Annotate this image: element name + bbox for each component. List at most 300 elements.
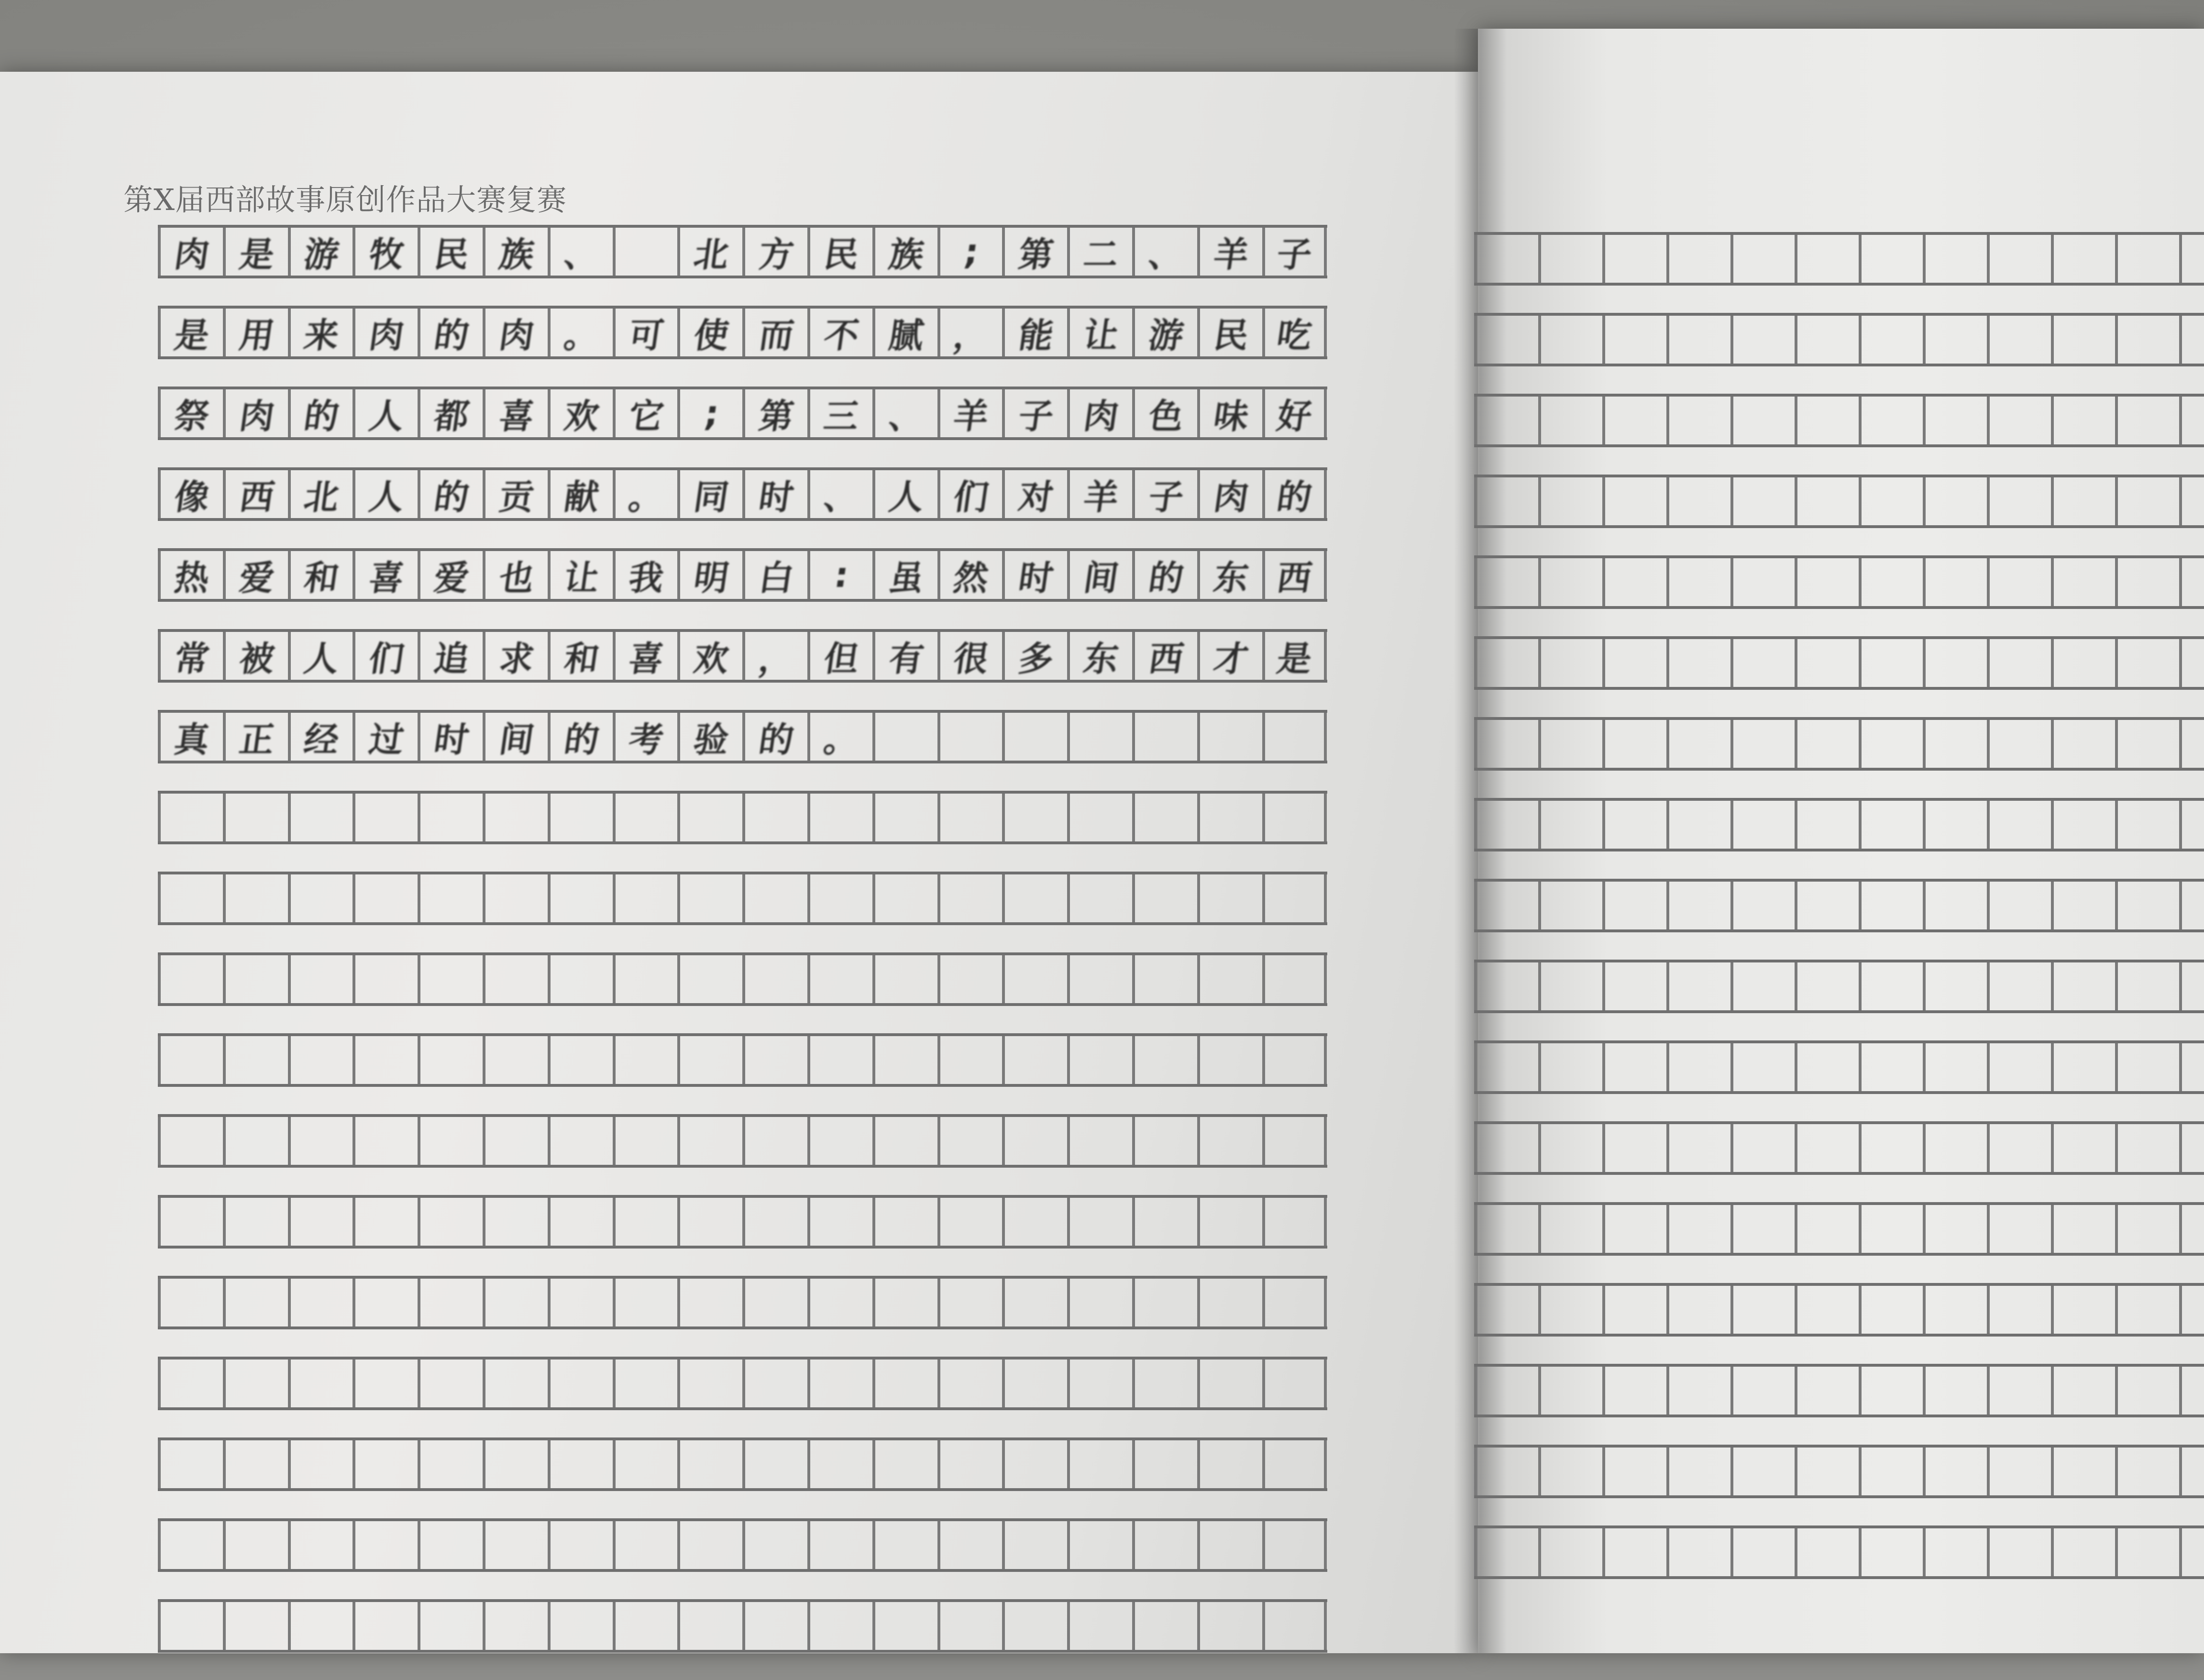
handwritten-char: 求 — [496, 639, 536, 679]
grid-cell — [418, 1359, 483, 1407]
grid-cell — [483, 551, 548, 599]
grid-cell — [1666, 720, 1730, 768]
handwritten-char: 的 — [756, 719, 796, 760]
grid-cell — [1859, 1528, 1923, 1576]
blank-row — [158, 791, 1327, 844]
grid-cell — [1197, 1279, 1262, 1326]
grid-cell — [288, 1440, 353, 1488]
handwritten-char: 时 — [1016, 558, 1056, 598]
handwritten-char: 明 — [691, 558, 731, 598]
grid-cell — [807, 1279, 872, 1326]
grid-cell — [1923, 801, 1987, 849]
grid-cell — [613, 1521, 678, 1569]
grid-cell — [548, 874, 613, 922]
grid-cell — [1262, 228, 1327, 276]
blank-row — [158, 1276, 1327, 1329]
grid-cell — [288, 1602, 353, 1650]
grid-cell — [548, 955, 613, 1003]
grid-cell — [1474, 1286, 1538, 1334]
handwritten-char: 游 — [1146, 315, 1185, 355]
grid-cell — [158, 955, 223, 1003]
blank-row — [1474, 879, 2204, 932]
grid-cell — [1067, 1359, 1132, 1407]
handwritten-char: ; — [702, 393, 721, 433]
grid-cell — [1538, 1367, 1602, 1415]
handwritten-char: 。 — [821, 719, 860, 760]
grid-cell — [158, 1521, 223, 1569]
page-header: 第X届西部故事原创作品大赛复赛 — [123, 182, 567, 217]
grid-cell — [2051, 235, 2115, 283]
grid-cell — [288, 389, 353, 437]
grid-cell — [1730, 962, 1795, 1010]
grid-cell — [1197, 874, 1262, 922]
grid-cell — [1859, 1043, 1923, 1091]
grid-cell — [1262, 955, 1327, 1003]
grid-cell — [2115, 882, 2179, 929]
handwritten-char: 民 — [431, 234, 471, 275]
handwritten-char: 人 — [366, 396, 406, 436]
grid-cell — [1002, 1279, 1067, 1326]
grid-cell — [807, 1440, 872, 1488]
grid-cell — [1474, 962, 1538, 1010]
grid-cell — [2115, 1528, 2179, 1576]
grid-cell — [1262, 1521, 1327, 1569]
grid-cell — [1197, 309, 1262, 356]
handwritten-char: 羊 — [1081, 477, 1121, 517]
grid-cell — [223, 389, 288, 437]
grid-cell — [1859, 962, 1923, 1010]
grid-cell — [1474, 397, 1538, 444]
grid-cell — [1666, 316, 1730, 364]
grid-cell — [548, 1036, 613, 1084]
handwritten-char: 欢 — [691, 639, 731, 679]
grid-cell — [1923, 1448, 1987, 1495]
grid-cell — [158, 874, 223, 922]
blank-row — [1474, 1283, 2204, 1337]
grid-cell — [1132, 1440, 1197, 1488]
grid-cell — [1602, 316, 1666, 364]
handwritten-char: 正 — [236, 719, 276, 760]
grid-cell — [288, 794, 353, 841]
grid-cell — [1002, 794, 1067, 841]
grid-cell — [483, 794, 548, 841]
grid-cell — [807, 470, 872, 518]
grid-cell — [1602, 397, 1666, 444]
handwritten-char: 可 — [626, 315, 666, 355]
grid-cell — [872, 1117, 937, 1165]
handwritten-char: 但 — [821, 639, 860, 679]
grid-cell — [353, 1521, 418, 1569]
grid-cell — [1987, 477, 2051, 525]
grid-cell — [1666, 558, 1730, 606]
grid-cell — [807, 794, 872, 841]
grid-cell — [548, 1117, 613, 1165]
handwritten-char: 常 — [172, 639, 211, 679]
grid-cell — [1474, 1528, 1538, 1576]
grid-cell — [158, 632, 223, 680]
grid-cell — [1987, 962, 2051, 1010]
grid-cell — [1538, 1043, 1602, 1091]
grid-cell — [1602, 1528, 1666, 1576]
grid-cell — [1538, 477, 1602, 525]
text-row — [158, 710, 1327, 763]
grid-cell — [1859, 316, 1923, 364]
grid-cell — [1132, 1279, 1197, 1326]
grid-cell — [613, 874, 678, 922]
grid-cell — [1602, 235, 1666, 283]
handwritten-char: 肉 — [1211, 477, 1250, 517]
grid-cell — [1602, 1205, 1666, 1253]
grid-cell — [1795, 1286, 1859, 1334]
grid-cell — [288, 1198, 353, 1246]
grid-cell — [2115, 558, 2179, 606]
grid-cell — [613, 1602, 678, 1650]
grid-cell — [353, 1036, 418, 1084]
grid-cell — [937, 1359, 1003, 1407]
grid-cell — [937, 1117, 1003, 1165]
grid-cell — [418, 228, 483, 276]
grid-cell — [1602, 962, 1666, 1010]
grid-cell — [158, 551, 223, 599]
grid-cell — [613, 1117, 678, 1165]
grid-cell — [807, 1521, 872, 1569]
blank-row — [158, 1033, 1327, 1087]
grid-cell — [1262, 551, 1327, 599]
grid-cell — [2115, 639, 2179, 687]
grid-cell — [677, 1198, 742, 1246]
grid-cell — [677, 713, 742, 761]
grid-cell — [1002, 955, 1067, 1003]
grid-cell — [158, 1279, 223, 1326]
grid-cell — [353, 1602, 418, 1650]
grid-cell — [1067, 389, 1132, 437]
grid-cell — [1602, 1043, 1666, 1091]
grid-cell — [1795, 1367, 1859, 1415]
grid-cell — [418, 470, 483, 518]
grid-cell — [288, 1117, 353, 1165]
grid-cell — [2051, 1043, 2115, 1091]
handwritten-char: 肉 — [172, 234, 211, 275]
grid-cell — [223, 228, 288, 276]
grid-cell — [1197, 1440, 1262, 1488]
grid-cell — [1859, 1448, 1923, 1495]
grid-cell — [353, 713, 418, 761]
grid-cell — [1067, 1521, 1132, 1569]
grid-cell — [288, 955, 353, 1003]
grid-cell — [1859, 639, 1923, 687]
grid-cell — [1859, 801, 1923, 849]
grid-cell — [288, 1036, 353, 1084]
grid-cell — [1987, 316, 2051, 364]
grid-cell — [872, 794, 937, 841]
handwritten-char: 同 — [691, 477, 731, 517]
grid-cell — [1987, 1205, 2051, 1253]
grid-cell — [2179, 801, 2204, 849]
grid-cell — [2115, 1448, 2179, 1495]
grid-cell — [1067, 470, 1132, 518]
grid-cell — [613, 551, 678, 599]
blank-row — [1474, 1525, 2204, 1579]
grid-cell — [223, 713, 288, 761]
grid-cell — [872, 1198, 937, 1246]
grid-cell — [2051, 1528, 2115, 1576]
grid-cell — [223, 1359, 288, 1407]
handwritten-char: 能 — [1016, 315, 1056, 355]
grid-cell — [1666, 1205, 1730, 1253]
grid-cell — [548, 470, 613, 518]
handwritten-char: 肉 — [236, 396, 276, 436]
handwritten-char: 们 — [366, 639, 406, 679]
grid-cell — [2115, 1205, 2179, 1253]
handwritten-char: 祭 — [172, 396, 211, 436]
grid-cell — [2115, 397, 2179, 444]
grid-cell — [1795, 235, 1859, 283]
grid-cell — [613, 470, 678, 518]
grid-cell — [1002, 632, 1067, 680]
grid-cell — [937, 955, 1003, 1003]
grid-cell — [1859, 720, 1923, 768]
grid-cell — [1132, 794, 1197, 841]
grid-cell — [1262, 794, 1327, 841]
grid-cell — [677, 1440, 742, 1488]
grid-cell — [158, 1359, 223, 1407]
grid-cell — [1602, 558, 1666, 606]
grid-cell — [1666, 1124, 1730, 1172]
grid-cell — [872, 389, 937, 437]
grid-cell — [2179, 1367, 2204, 1415]
grid-cell — [937, 1440, 1003, 1488]
text-row — [158, 387, 1327, 440]
handwritten-char: 来 — [301, 315, 341, 355]
grid-cell — [483, 632, 548, 680]
grid-cell — [548, 309, 613, 356]
grid-cell — [677, 1359, 742, 1407]
text-row — [158, 548, 1327, 602]
grid-cell — [483, 1117, 548, 1165]
grid-cell — [483, 874, 548, 922]
handwritten-char: 肉 — [1081, 396, 1121, 436]
grid-cell — [1132, 1117, 1197, 1165]
handwritten-char: 热 — [172, 558, 211, 598]
grid-cell — [1602, 720, 1666, 768]
grid-cell — [1987, 1043, 2051, 1091]
grid-cell — [613, 1440, 678, 1488]
grid-cell — [288, 309, 353, 356]
grid-cell — [1730, 477, 1795, 525]
grid-cell — [1859, 477, 1923, 525]
handwritten-char: 很 — [951, 639, 991, 679]
grid-cell — [677, 228, 742, 276]
grid-cell — [1730, 639, 1795, 687]
handwritten-char: 好 — [1274, 396, 1314, 436]
grid-cell — [1197, 632, 1262, 680]
grid-cell — [1730, 720, 1795, 768]
grid-cell — [807, 713, 872, 761]
grid-cell — [1730, 235, 1795, 283]
grid-cell — [288, 874, 353, 922]
grid-cell — [2051, 1448, 2115, 1495]
grid-cell — [483, 713, 548, 761]
grid-cell — [1067, 551, 1132, 599]
text-row — [158, 306, 1327, 359]
blank-row — [1474, 555, 2204, 609]
grid-cell — [1132, 551, 1197, 599]
grid-cell — [1538, 720, 1602, 768]
grid-cell — [613, 1279, 678, 1326]
grid-cell — [483, 1602, 548, 1650]
grid-cell — [1197, 470, 1262, 518]
grid-cell — [1474, 477, 1538, 525]
grid-cell — [1002, 470, 1067, 518]
handwritten-char: 的 — [1274, 477, 1314, 517]
handwritten-char: : — [832, 555, 851, 595]
grid-cell — [1538, 1205, 1602, 1253]
grid-cell — [223, 955, 288, 1003]
grid-cell — [1067, 1279, 1132, 1326]
grid-cell — [1987, 882, 2051, 929]
grid-cell — [2179, 1205, 2204, 1253]
grid-cell — [2115, 235, 2179, 283]
grid-cell — [742, 470, 807, 518]
grid-cell — [1795, 639, 1859, 687]
blank-row — [1474, 1445, 2204, 1498]
grid-cell — [1730, 316, 1795, 364]
blank-row — [1474, 394, 2204, 447]
grid-cell — [807, 309, 872, 356]
grid-cell — [1795, 558, 1859, 606]
grid-cell — [548, 1198, 613, 1246]
grid-cell — [1538, 962, 1602, 1010]
grid-cell — [1666, 477, 1730, 525]
handwritten-char: 真 — [172, 719, 211, 760]
handwritten-char: 像 — [172, 477, 211, 517]
handwritten-char: 民 — [821, 234, 860, 275]
handwritten-char: ， — [951, 315, 991, 355]
grid-cell — [2051, 962, 2115, 1010]
grid-cell — [677, 551, 742, 599]
grid-cell — [1923, 558, 1987, 606]
grid-cell — [483, 470, 548, 518]
grid-cell — [2179, 1528, 2204, 1576]
grid-cell — [2179, 1124, 2204, 1172]
grid-cell — [418, 1521, 483, 1569]
grid-cell — [677, 955, 742, 1003]
handwritten-char: 的 — [561, 719, 601, 760]
grid-cell — [1666, 1286, 1730, 1334]
grid-cell — [1923, 1528, 1987, 1576]
grid-cell — [1197, 1359, 1262, 1407]
grid-cell — [1002, 1440, 1067, 1488]
handwritten-char: 喜 — [496, 396, 536, 436]
grid-cell — [1262, 1440, 1327, 1488]
grid-cell — [418, 551, 483, 599]
handwritten-char: 虽 — [886, 558, 926, 598]
handwritten-char: 、 — [561, 234, 601, 275]
grid-cell — [1538, 1286, 1602, 1334]
grid-cell — [677, 874, 742, 922]
blank-row — [1474, 1121, 2204, 1175]
handwritten-char: 和 — [301, 558, 341, 598]
grid-cell — [1474, 316, 1538, 364]
grid-cell — [613, 1359, 678, 1407]
handwritten-char: 西 — [1274, 558, 1314, 598]
handwritten-char: 二 — [1081, 234, 1121, 275]
grid-cell — [1730, 1448, 1795, 1495]
handwritten-char: 东 — [1211, 558, 1250, 598]
grid-cell — [677, 632, 742, 680]
grid-cell — [1602, 1286, 1666, 1334]
grid-cell — [807, 1602, 872, 1650]
grid-cell — [1923, 1043, 1987, 1091]
handwritten-char: 东 — [1081, 639, 1121, 679]
grid-cell — [418, 1198, 483, 1246]
handwritten-char: 多 — [1016, 639, 1056, 679]
grid-cell — [1538, 882, 1602, 929]
handwritten-char: 北 — [691, 234, 731, 275]
grid-cell — [1923, 882, 1987, 929]
grid-cell — [872, 228, 937, 276]
grid-cell — [1538, 639, 1602, 687]
grid-cell — [1795, 1205, 1859, 1253]
text-row — [158, 467, 1327, 521]
grid-cell — [1132, 1198, 1197, 1246]
grid-cell — [677, 1117, 742, 1165]
blank-row — [158, 1599, 1327, 1653]
grid-cell — [483, 389, 548, 437]
grid-cell — [1067, 1602, 1132, 1650]
grid-cell — [1132, 1359, 1197, 1407]
grid-cell — [937, 1036, 1003, 1084]
grid-cell — [1197, 228, 1262, 276]
grid-cell — [1923, 1205, 1987, 1253]
grid-cell — [1987, 1448, 2051, 1495]
grid-cell — [548, 1440, 613, 1488]
grid-cell — [1067, 1117, 1132, 1165]
grid-cell — [1197, 955, 1262, 1003]
handwritten-char: 子 — [1016, 396, 1056, 436]
grid-cell — [223, 1602, 288, 1650]
grid-cell — [223, 1279, 288, 1326]
grid-cell — [1730, 397, 1795, 444]
grid-cell — [1538, 801, 1602, 849]
handwritten-char: 羊 — [951, 396, 991, 436]
handwritten-char: 也 — [496, 558, 536, 598]
handwritten-char: 、 — [886, 396, 926, 436]
grid-cell — [418, 794, 483, 841]
grid-cell — [677, 1279, 742, 1326]
handwritten-char: 时 — [756, 477, 796, 517]
grid-cell — [1067, 632, 1132, 680]
handwritten-char: 北 — [301, 477, 341, 517]
blank-row — [158, 1357, 1327, 1410]
grid-cell — [742, 632, 807, 680]
grid-cell — [1987, 1528, 2051, 1576]
grid-cell — [1262, 632, 1327, 680]
grid-cell — [742, 1198, 807, 1246]
grid-cell — [2051, 558, 2115, 606]
grid-cell — [1002, 1036, 1067, 1084]
grid-cell — [2115, 477, 2179, 525]
grid-cell — [2115, 1043, 2179, 1091]
grid-cell — [1859, 882, 1923, 929]
handwritten-char: 是 — [236, 234, 276, 275]
handwritten-char: 爱 — [236, 558, 276, 598]
grid-cell — [353, 1117, 418, 1165]
grid-cell — [158, 1198, 223, 1246]
grid-cell — [1262, 309, 1327, 356]
grid-cell — [1474, 558, 1538, 606]
grid-cell — [1474, 1043, 1538, 1091]
